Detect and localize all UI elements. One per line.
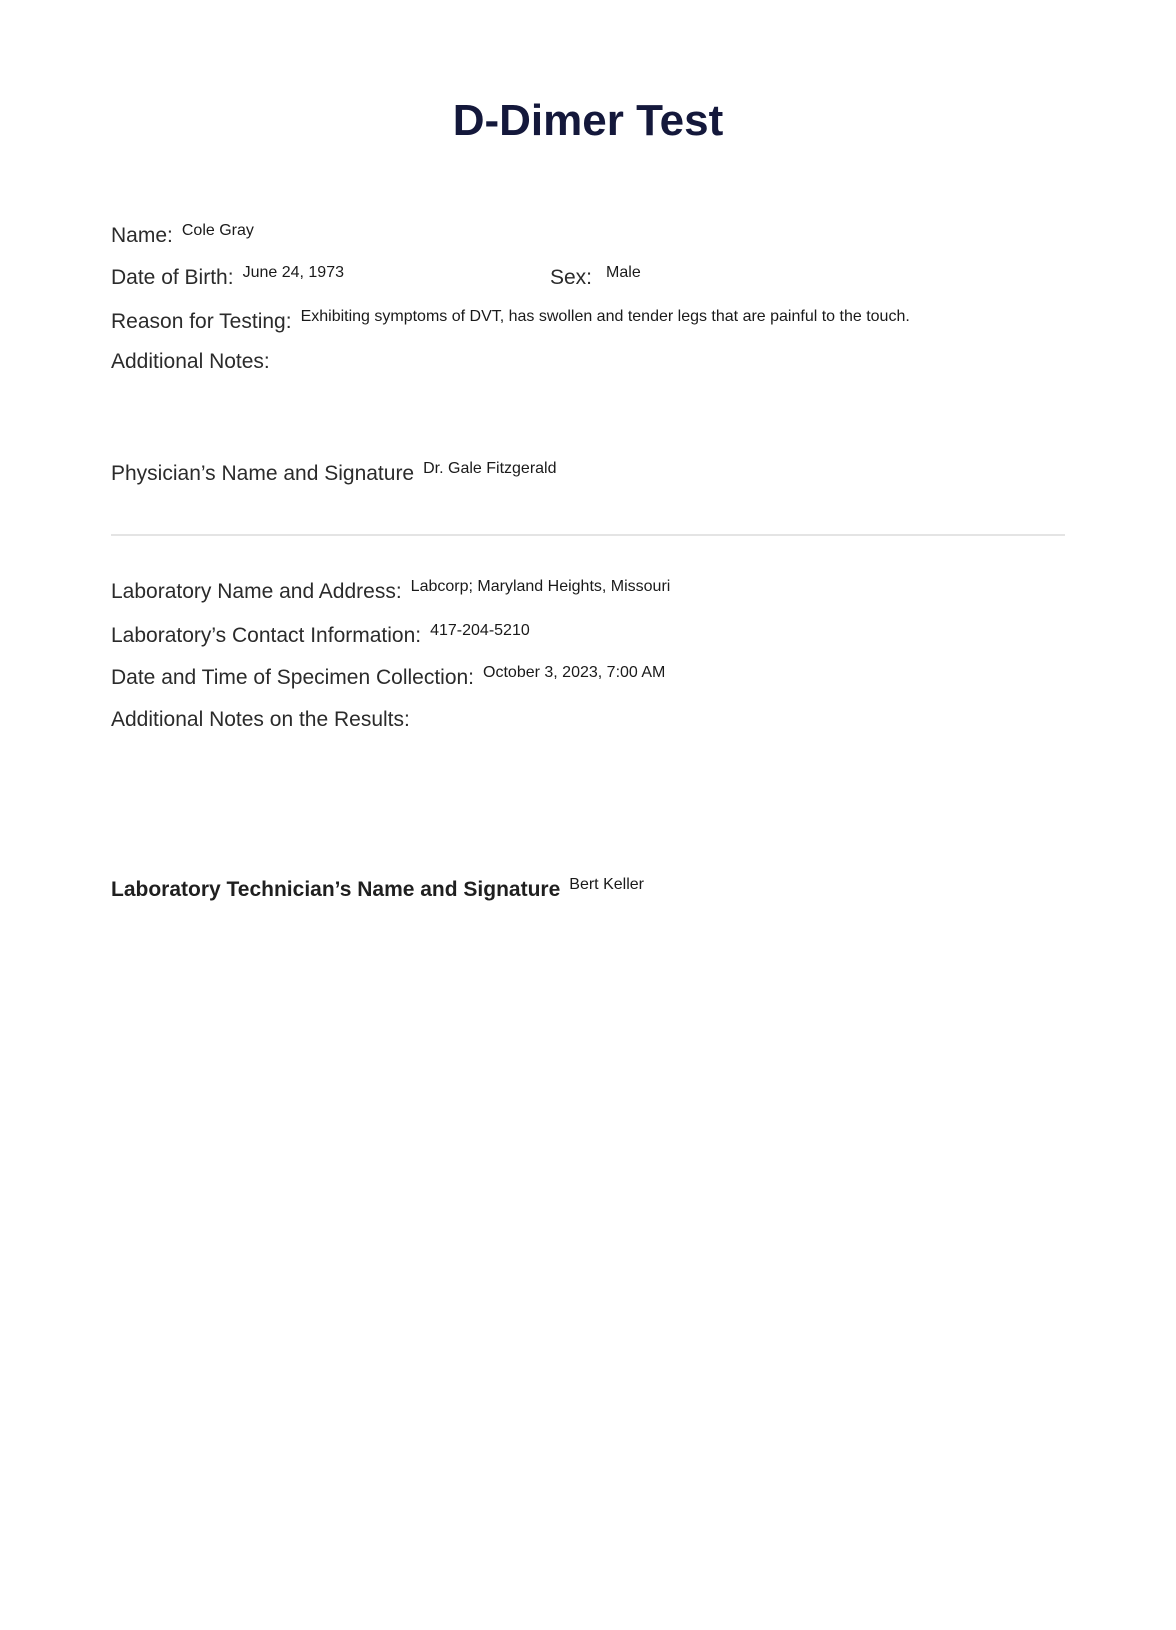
technician-value: Bert Keller [569,876,644,893]
dob-row [111,266,344,290]
reason-row [111,310,910,334]
lab-contact-label: Laboratory’s Contact Information: [111,624,422,647]
additional-notes-row [111,350,270,374]
collection-row [111,666,665,690]
results-notes-label: Additional Notes on the Results: [111,708,410,731]
sex-row [550,266,641,290]
section-divider [111,534,1065,536]
collection-label: Date and Time of Specimen Collection: [111,666,475,689]
lab-name-address-value: Labcorp; Maryland Heights, Missouri [410,578,671,595]
lab-name-address-label: Laboratory Name and Address: [111,580,402,603]
collection-value: October 3, 2023, 7:00 AM [483,664,666,681]
technician-row [111,878,644,902]
reason-label: Reason for Testing: [111,310,292,333]
sex-value: Male [606,264,641,281]
name-label: Name: [111,224,173,247]
technician-label: Laboratory Technician’s Name and Signature [111,878,561,901]
reason-value: Exhibiting symptoms of DVT, has swollen and tender legs that are painful to the touch. [300,308,910,325]
physician-label: Physician’s Name and Signature [111,462,415,485]
lab-name-address-row [111,580,670,604]
lab-contact-value: 417-204-5210 [430,622,530,639]
dob-label: Date of Birth: [111,266,234,289]
additional-notes-label: Additional Notes: [111,350,270,373]
document-title: D-Dimer Test [452,96,724,145]
lab-contact-row [111,624,530,648]
patient-name-row [111,224,254,248]
dob-value: June 24, 1973 [242,264,344,281]
name-value: Cole Gray [181,222,254,239]
physician-value: Dr. Gale Fitzgerald [423,460,557,477]
results-notes-row [111,708,410,732]
sex-label: Sex: [550,266,593,289]
physician-row [111,462,557,486]
